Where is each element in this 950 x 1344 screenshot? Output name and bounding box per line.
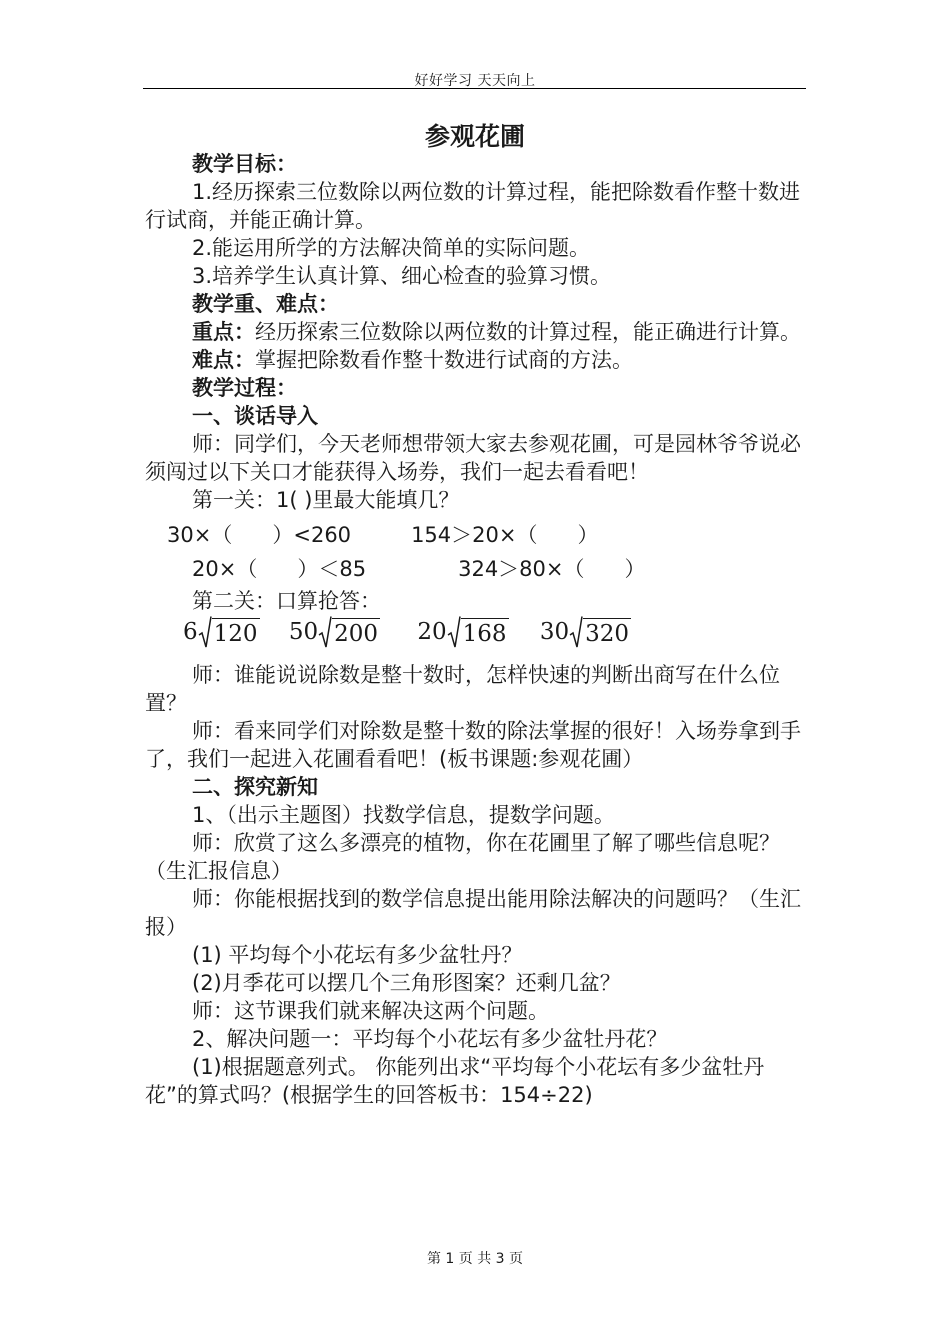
divisor: 6 — [183, 619, 198, 645]
key-point — [145, 318, 815, 346]
paragraph-info: 师：欣赏了这么多漂亮的植物，你在花圃里了解了哪些信息呢？（生汇报信息） — [145, 831, 780, 883]
page-footer: 第 1 页 共 3 页 — [426, 1251, 524, 1267]
division-bracket-icon — [569, 615, 583, 649]
dividend: 320 — [583, 618, 631, 649]
divisor: 30 — [539, 619, 570, 645]
key-point-label: 重点： — [192, 320, 255, 344]
difficult-point — [145, 346, 815, 374]
paragraph-level-2: 第二关：口算抢答： — [192, 589, 381, 613]
equation-row-1 — [145, 521, 815, 551]
division-bracket-icon — [198, 615, 212, 649]
paragraph-lesson-goal: 师：这节课我们就来解决这两个问题。 — [192, 999, 549, 1023]
paragraph-step-2: 2、解决问题一：平均每个小花坛有多少盆牡丹花？ — [192, 1027, 668, 1051]
division-bracket-icon — [447, 615, 461, 649]
paragraph-teacher-transition: 师：看来同学们对除数是整十数的除法掌握的很好！入场券拿到手了，我们一起进入花圃看看吧！(板书课题:参观花圃） — [145, 719, 801, 771]
header-rule — [143, 88, 806, 89]
division-bracket-icon — [318, 615, 332, 649]
difficult-point-label: 难点： — [192, 348, 255, 372]
goal-2: 2.能运用所学的方法解决简单的实际问题。 — [192, 236, 591, 260]
dividend: 200 — [332, 618, 380, 649]
long-division-row — [145, 615, 815, 661]
equation-4: 324＞80×（ ） — [458, 557, 646, 581]
dividend: 168 — [461, 618, 509, 649]
process-heading: 教学过程： — [192, 376, 297, 400]
document-body — [145, 150, 815, 1109]
equation-1: 30×（ ）<260 — [167, 523, 352, 547]
equation-row-2 — [145, 555, 815, 585]
page-header: 好好学习 天天向上 — [414, 73, 536, 89]
divisor: 50 — [288, 619, 319, 645]
goal-3: 3.培养学生认真计算、细心检查的验算习惯。 — [192, 264, 612, 288]
paragraph-level-1: 第一关：1( )里最大能填几？ — [192, 488, 460, 512]
dividend: 120 — [212, 618, 260, 649]
equation-2: 154＞20×（ ） — [411, 523, 599, 547]
long-division-4 — [540, 615, 631, 649]
paragraph-teacher-question: 师：谁能说说除数是整十数时，怎样快速的判断出商写在什么位置？ — [145, 663, 780, 715]
paragraph-ask: 师：你能根据找到的数学信息提出能用除法解决的问题吗？（生汇报） — [145, 887, 801, 939]
goals-heading: 教学目标： — [192, 152, 297, 176]
goal-1: 1.经历探索三位数除以两位数的计算过程，能把除数看作整十数进行试商，并能正确计算。 — [145, 180, 801, 232]
paragraph-formula: (1)根据题意列式。 你能列出求“平均每个小花坛有多少盆牡丹花”的算式吗？(根据学生的回答板书：154÷22) — [145, 1055, 765, 1107]
long-division-2 — [289, 615, 380, 649]
question-1: (1) 平均每个小花坛有多少盆牡丹？ — [192, 943, 523, 967]
divisor: 20 — [417, 619, 447, 645]
paragraph-intro: 师：同学们，今天老师想带领大家去参观花圃，可是园林爷爷说必须闯过以下关口才能获得入场券，我们一起去看看吧！ — [145, 432, 801, 484]
long-division-1 — [183, 615, 260, 649]
document-title: 参观花圃 — [424, 122, 525, 151]
key-points-heading: 教学重、难点： — [192, 292, 339, 316]
key-point-text: 经历探索三位数除以两位数的计算过程，能正确进行计算。 — [255, 320, 801, 344]
part-1-heading: 一、谈话导入 — [192, 404, 318, 428]
long-division-3 — [417, 615, 508, 649]
paragraph-step-1: 1、（出示主题图）找数学信息，提数学问题。 — [192, 803, 615, 827]
question-2: (2)月季花可以摆几个三角形图案？还剩几盆？ — [192, 971, 621, 995]
equation-3: 20×（ ）＜85 — [192, 557, 367, 581]
part-2-heading: 二、探究新知 — [192, 775, 318, 799]
difficult-point-text: 掌握把除数看作整十数进行试商的方法。 — [255, 348, 633, 372]
